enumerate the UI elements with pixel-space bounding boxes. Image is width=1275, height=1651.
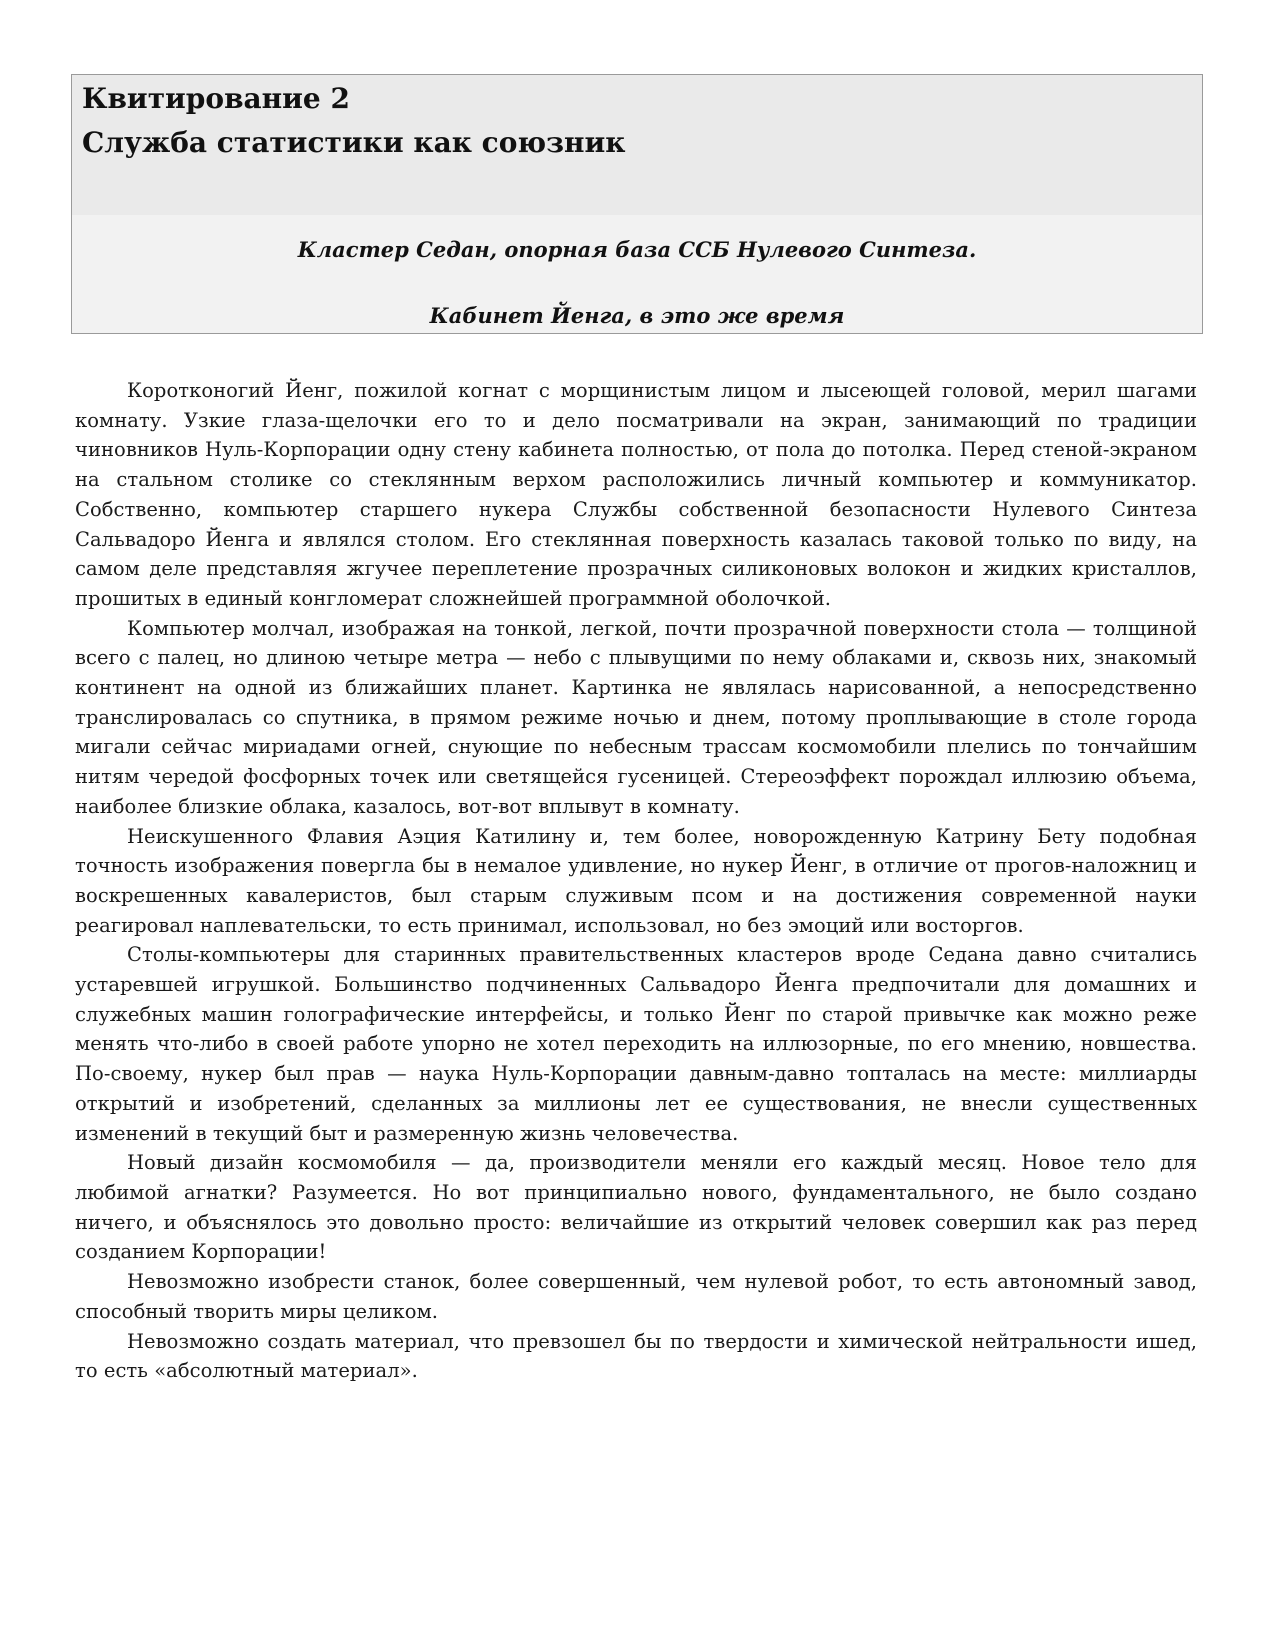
paragraph-7: Невозможно создать материал, что превзошел бы по твердости и химической нейтральности ишед, то есть «абсолютный материал».	[75, 1329, 1197, 1383]
body-text	[75, 376, 1197, 1386]
location-line-1: Кластер Седан, опорная база ССБ Нулевого Синтеза.	[297, 237, 977, 262]
chapter-title	[82, 77, 625, 165]
paragraph-3: Неискушенного Флавия Аэция Катилину и, тем более, новорожденную Катрину Бету подобная точность изображения повергла бы в немалое удивление, но нукер Йенг, в отличие от прогов-наложниц и воскрешенных кавалеристов, был старым служивым псом и на достижения современной науки реагировал наплевательски, то есть принимал, использовал, но без эмоций или восторгов.	[75, 824, 1197, 937]
location-line-2: Кабинет Йенга, в это же время	[429, 303, 845, 328]
chapter-header-box	[71, 74, 1203, 334]
paragraph-1: Коротконогий Йенг, пожилой когнат с морщинистым лицом и лысеющей головой, мерил шагами комнату. Узкие глаза-щелочки его то и дело посматривали на экран, занимающий по традиции чиновников Нуль-Корпорации одну стену кабинета полностью, от пола до потолка. Перед стеной-экраном на стальном столике со стеклянным верхом расположились личный компьютер и коммуникатор. Собственно, компьютер старшего нукера Службы собственной безопасности Нулевого Синтеза Сальвадоро Йенга и являлся столом. Его стеклянная поверхность казалась таковой только по виду, на самом деле представляя жгучее переплетение прозрачных силиконовых волокон и жидких кристаллов, прошитых в единый конгломерат сложнейшей программной оболочкой.	[75, 379, 1197, 610]
paragraph-2: Компьютер молчал, изображая на тонкой, легкой, почти прозрачной поверхности стола — толщиной всего с палец, но длиною четыре метра — небо с плывущими по нему облаками и, сквозь них, знакомый континент на одной из ближайших планет. Картинка не являлась нарисованной, а непосредственно транслировалась со спутника, в прямом режиме ночью и днем, потому проплывающие в столе города мигали сейчас мириадами огней, снующие по небесным трассам космомобили плелись по тончайшим нитям чередой фосфорных точек или светящейся гусеницей. Стереоэффект порождал иллюзию объема, наиболее близкие облака, казалось, вот-вот вплывут в комнату.	[75, 616, 1197, 818]
paragraph-4: Столы-компьютеры для старинных правительственных кластеров вроде Седана давно считались устаревшей игрушкой. Большинство подчиненных Сальвадоро Йенга предпочитали для домашних и служебных машин голографические интерфейсы, и только Йенг по старой привычке как можно реже менять что-либо в своей работе упорно не хотел переходить на иллюзорные, по его мнению, новшества. По-своему, нукер был прав — наука Нуль-Корпорации давным-давно топталась на месте: миллиарды открытий и изобретений, сделанных за миллионы лет ее существования, не внесли существенных изменений в текущий быт и размеренную жизнь человечества.	[75, 943, 1197, 1145]
paragraph-5: Новый дизайн космомобиля — да, производители меняли его каждый месяц. Новое тело для любимой агнатки? Разумеется. Но вот принципиально нового, фундаментального, не было создано ничего, и объяснялось это довольно просто: величайшие из открытий человек совершил как раз перед созданием Корпорации!	[75, 1151, 1197, 1264]
chapter-number: Квитирование 2	[82, 82, 350, 115]
chapter-subtitle: Служба статистики как союзник	[82, 126, 626, 159]
paragraph-6: Невозможно изобрести станок, более совершенный, чем нулевой робот, то есть автономный завод, способный творить миры целиком.	[75, 1270, 1197, 1323]
